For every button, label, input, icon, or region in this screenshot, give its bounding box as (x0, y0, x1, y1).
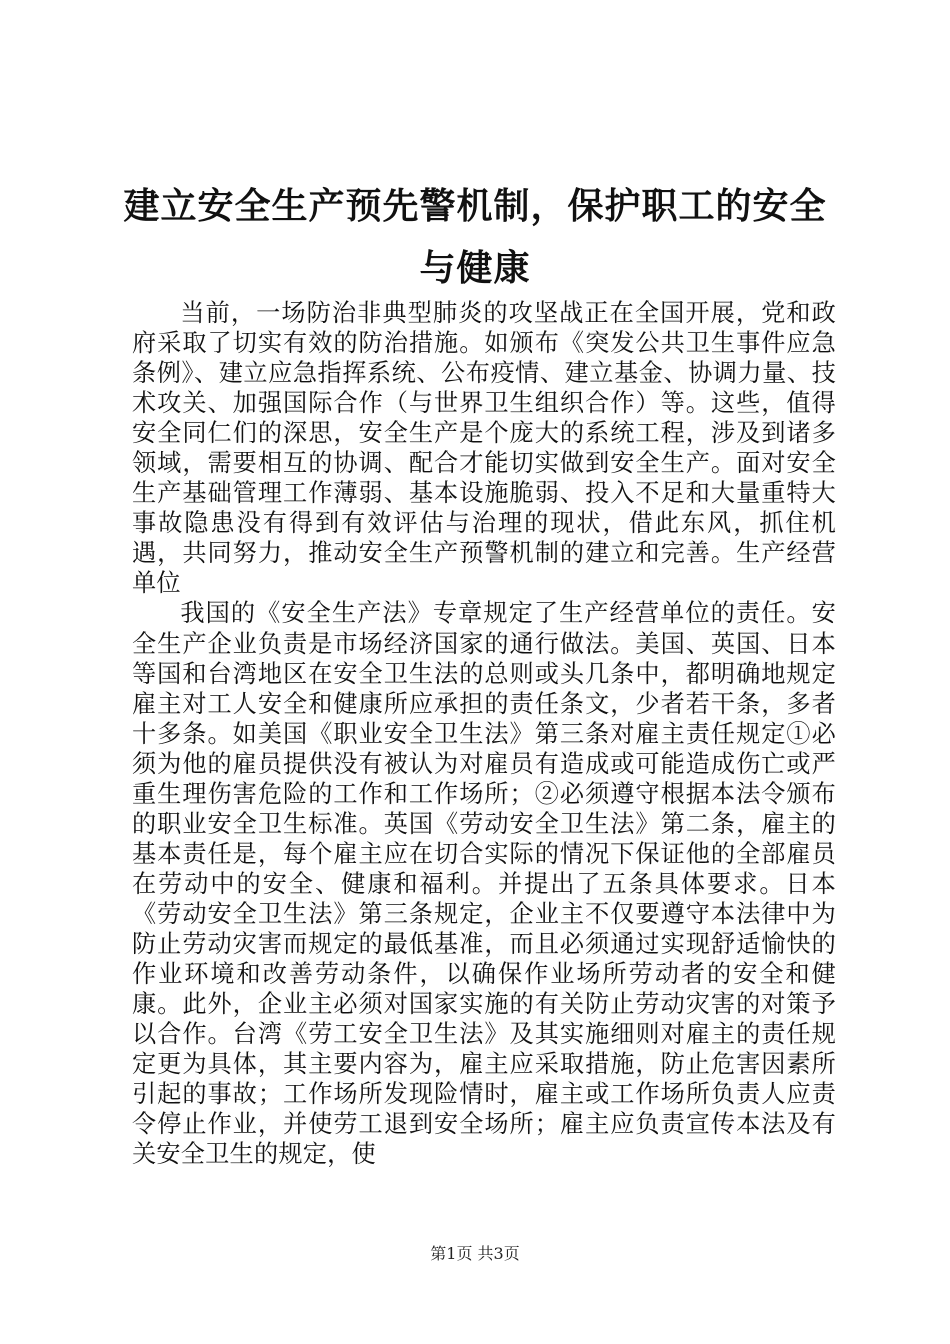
paragraph-1: 当前，一场防治非典型肺炎的攻坚战正在全国开展，党和政府采取了切实有效的防治措施。如颁布《突发公共卫生事件应急条例》、建立应急指挥系统、公布疫情、建立基金、协调力量、技术攻关、加强国际合作（与世界卫生组织合作）等。这些，值得安全同仁们的深思，安全生产是个庞大的系统工程，涉及到诸多领域，需要相互的协调、配合才能切实做到安全生产。面对安全生产基础管理工作薄弱、基本设施脆弱、投入不足和大量重特大事故隐患没有得到有效评估与治理的现状，借此东风，抓住机遇，共同努力，推动安全生产预警机制的建立和完善。生产经营单位 (132, 299, 836, 598)
document-title: 建立安全生产预先警机制，保护职工的安全与健康 (123, 186, 827, 289)
document-body (132, 298, 836, 1169)
paragraph-2: 我国的《安全生产法》专章规定了生产经营单位的责任。安全生产企业负责是市场经济国家的通行做法。美国、英国、日本等国和台湾地区在安全卫生法的总则或头几条中，都明确地规定雇主对工人安全和健康所应承担的责任条文，少者若干条，多者十多条。如美国《职业安全卫生法》第三条对雇主责任规定①必须为他的雇员提供没有被认为对雇员有造成或可能造成伤亡或严重生理伤害危险的工作和工作场所；②必须遵守根据本法令颁布的职业安全卫生标准。英国《劳动安全卫生法》第二条，雇主的基本责任是，每个雇主应在切合实际的情况下保证他的全部雇员在劳动中的安全、健康和福利。并提出了五条具体要求。日本《劳动安全卫生法》第三条规定，企业主不仅要遵守本法律中为防止劳动灾害而规定的最低基准，而且必须通过实现舒适愉快的作业环境和改善劳动条件，以确保作业场所劳动者的安全和健康。此外，企业主必须对国家实施的有关防止劳动灾害的对策予以合作。台湾《劳工安全卫生法》及其实施细则对雇主的责任规定更为具体，其主要内容为，雇主应采取措施，防止危害因素所引起的事故；工作场所发现险情时，雇主或工作场所负责人应责令停止作业，并使劳工退到安全场所；雇主应负责宣传本法及有关安全卫生的规定，使 (132, 599, 836, 1169)
page-number-footer: 第1页 共3页 (430, 1244, 520, 1263)
